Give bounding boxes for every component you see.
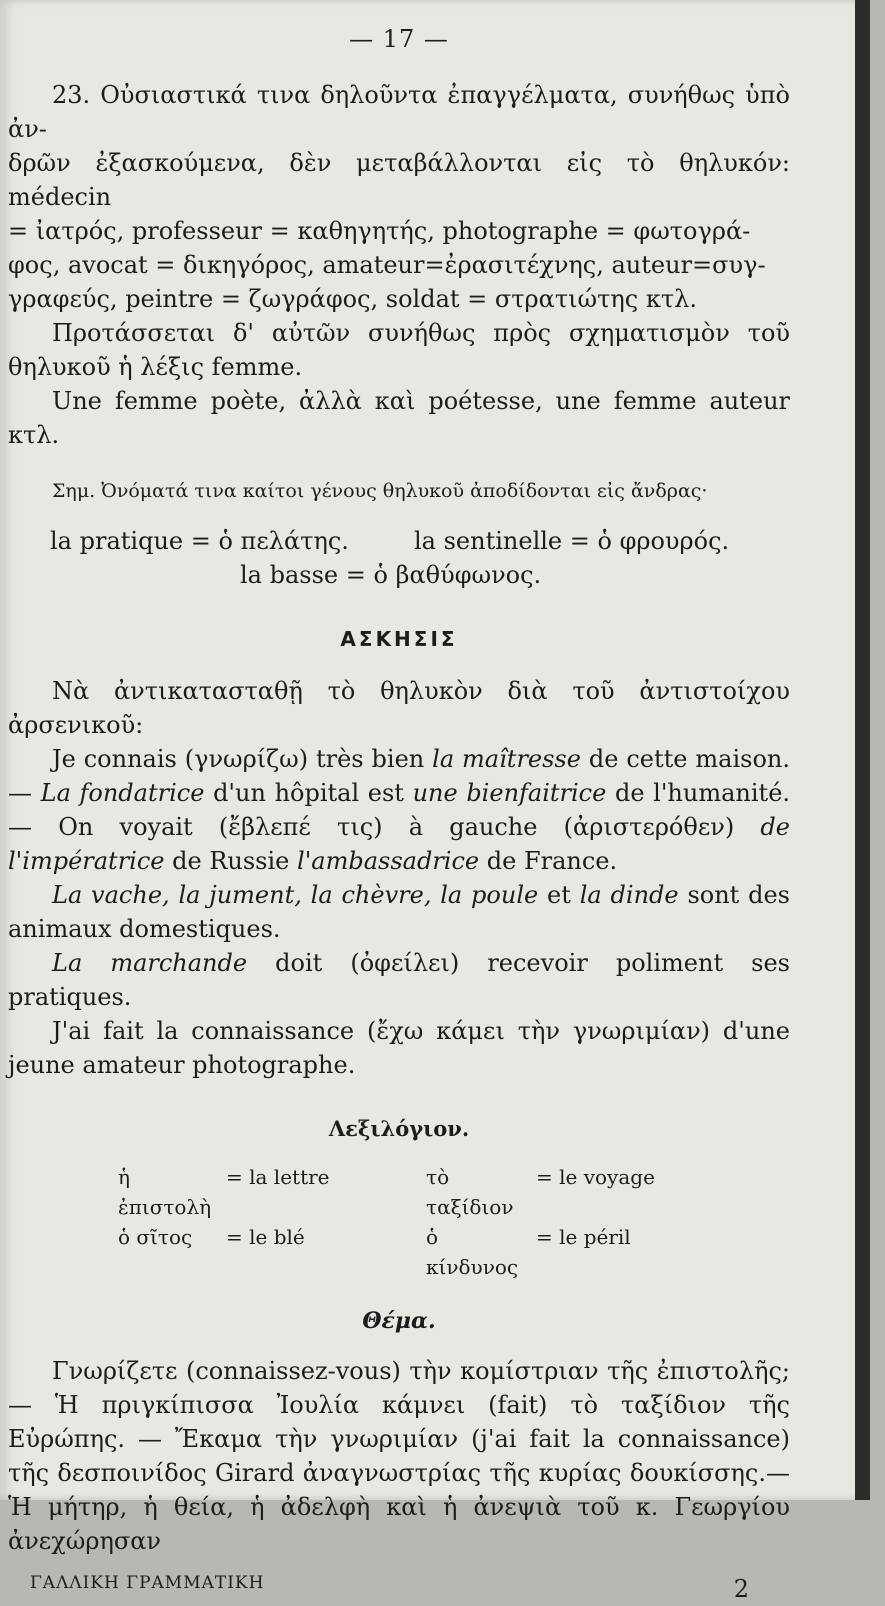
signature-mark: 2 bbox=[733, 1575, 750, 1603]
note-text: Σημ. Ὀνόματά τινα καίτοι γένους θηλυκοῦ ἀποδίδονται εἰς ἄνδρας· bbox=[52, 480, 708, 502]
vocab-greek: ὁ κίνδυνος bbox=[426, 1225, 519, 1279]
para23-line: γραφεύς, peintre = ζωγράφος, soldat = στρατιώτης κτλ. bbox=[8, 285, 697, 313]
footer-book-title: ΓΑΛΛΙΚΗ ΓΡΑΜΜΑΤΙΚΗ bbox=[30, 1573, 265, 1593]
para23-line: φος, avocat = δικηγόρος, amateur=ἐρασιτέχνης, auteur=συγ- bbox=[8, 251, 766, 279]
theme-title: Θέμα. bbox=[362, 1308, 436, 1334]
italic-word: La marchande bbox=[52, 949, 248, 977]
italic-word: la maîtresse bbox=[432, 745, 581, 773]
text: Je connais (γνωρίζω) très bien bbox=[52, 745, 425, 773]
exercise-intro: Νὰ ἀντικατασταθῇ τὸ θηλυκὸν διὰ τοῦ ἀντιστοίχου ἀρσενικοῦ: bbox=[8, 677, 790, 739]
paragraph-23 bbox=[8, 78, 790, 316]
text: de l'humanité. — On voyait (ἔβλεπέ τις) à gauche (ἀριστερόθεν) bbox=[8, 779, 791, 841]
text: de Russie bbox=[172, 847, 290, 875]
text: de cette maison. — bbox=[8, 745, 790, 807]
text: et bbox=[547, 881, 571, 909]
note-example-center: la basse = ὁ βαθύφωνος. bbox=[240, 561, 542, 589]
exercise-sentence-1 bbox=[8, 742, 790, 878]
vocab-greek: τὸ ταξίδιον bbox=[426, 1165, 514, 1219]
vocabulary-table bbox=[8, 1162, 790, 1282]
vocab-french: = le voyage bbox=[536, 1165, 655, 1189]
italic-word: La vache, la jument, la chèvre, la poule bbox=[52, 881, 539, 909]
italic-word: de l'impératrice bbox=[8, 813, 790, 875]
italic-word: La fondatrice bbox=[40, 779, 205, 807]
text: sont des animaux domestiques. bbox=[8, 881, 791, 943]
vocab-greek: ὁ σῖτος bbox=[118, 1225, 193, 1249]
exercise-sentence-4: J'ai fait la connaissance (ἔχω κάμει τὴν γνωριμίαν) d'une jeune amateur photographe. bbox=[8, 1017, 790, 1079]
vocab-greek: ἡ ἐπιστολὴ bbox=[118, 1165, 212, 1219]
page-content bbox=[8, 22, 790, 1606]
para23-line: = ἰατρός, professeur = καθηγητής, photographe = φωτογρά- bbox=[8, 217, 751, 245]
para23-line: 23. Οὐσιαστικά τινα δηλοῦντα ἐπαγγέλματα, συνήθως ὑπὸ ἀν- bbox=[8, 81, 790, 143]
italic-word: la dinde bbox=[579, 881, 679, 909]
note-example-right: la sentinelle = ὁ φρουρός. bbox=[414, 527, 730, 555]
vocabulary-title: Λεξιλόγιον. bbox=[328, 1116, 470, 1141]
exercise-sentence-3 bbox=[8, 946, 790, 1014]
vocab-french: = le blé bbox=[226, 1225, 305, 1249]
note-example-left: la pratique = ὁ πελάτης. bbox=[50, 527, 349, 555]
exercise-sentence-2 bbox=[8, 878, 790, 946]
page-edge-shadow bbox=[855, 0, 870, 1500]
page-footer bbox=[8, 1566, 790, 1606]
vocab-french: = la lettre bbox=[226, 1165, 330, 1189]
italic-word: une bienfaitrice bbox=[412, 779, 607, 807]
text: d'un hôpital est bbox=[213, 779, 404, 807]
paragraph-femme-prefix: Προτάσσεται δ' αὐτῶν συνήθως πρὸς σχηματισμὸν τοῦ θηλυκοῦ ἡ λέξις femme. bbox=[8, 319, 790, 381]
para23-line: δρῶν ἐξασκούμενα, δὲν μεταβάλλονται εἰς τὸ θηλυκόν: médecin bbox=[8, 149, 790, 211]
text: de France. bbox=[486, 847, 618, 875]
text: doit (ὀφείλει) recevoir poliment ses pratiques. bbox=[8, 949, 790, 1011]
paragraph-une-femme: Une femme poète, ἀλλὰ καὶ poétesse, une femme auteur κτλ. bbox=[8, 387, 790, 449]
theme-text: Γνωρίζετε (connaissez-vous) τὴν κομίστριαν τῆς ἐπιστολῆς; — Ἡ πριγκίπισσα Ἰουλία κάμνει (fait) τὸ ταξίδιον τῆς Εὐρώπης. — Ἔκαμα τὴν γνωριμίαν (j'ai fait la connaissance) τῆς δεσποινίδος Girard ἀναγνωστρίας τῆς κυρίας δουκίσσης.—Ἡ μήτηρ, ἡ θεία, ἡ ἀδελφὴ καὶ ἡ ἀνεψιὰ τοῦ κ. Γεωργίου ἀνεχώρησαν bbox=[8, 1357, 790, 1555]
exercise-heading: ΑΣΚΗΣΙΣ bbox=[340, 627, 458, 651]
italic-word: l'ambassadrice bbox=[297, 847, 480, 875]
note-examples-row bbox=[8, 524, 790, 558]
page-number: — 17 — bbox=[349, 25, 449, 53]
vocab-french: = le péril bbox=[536, 1225, 631, 1249]
